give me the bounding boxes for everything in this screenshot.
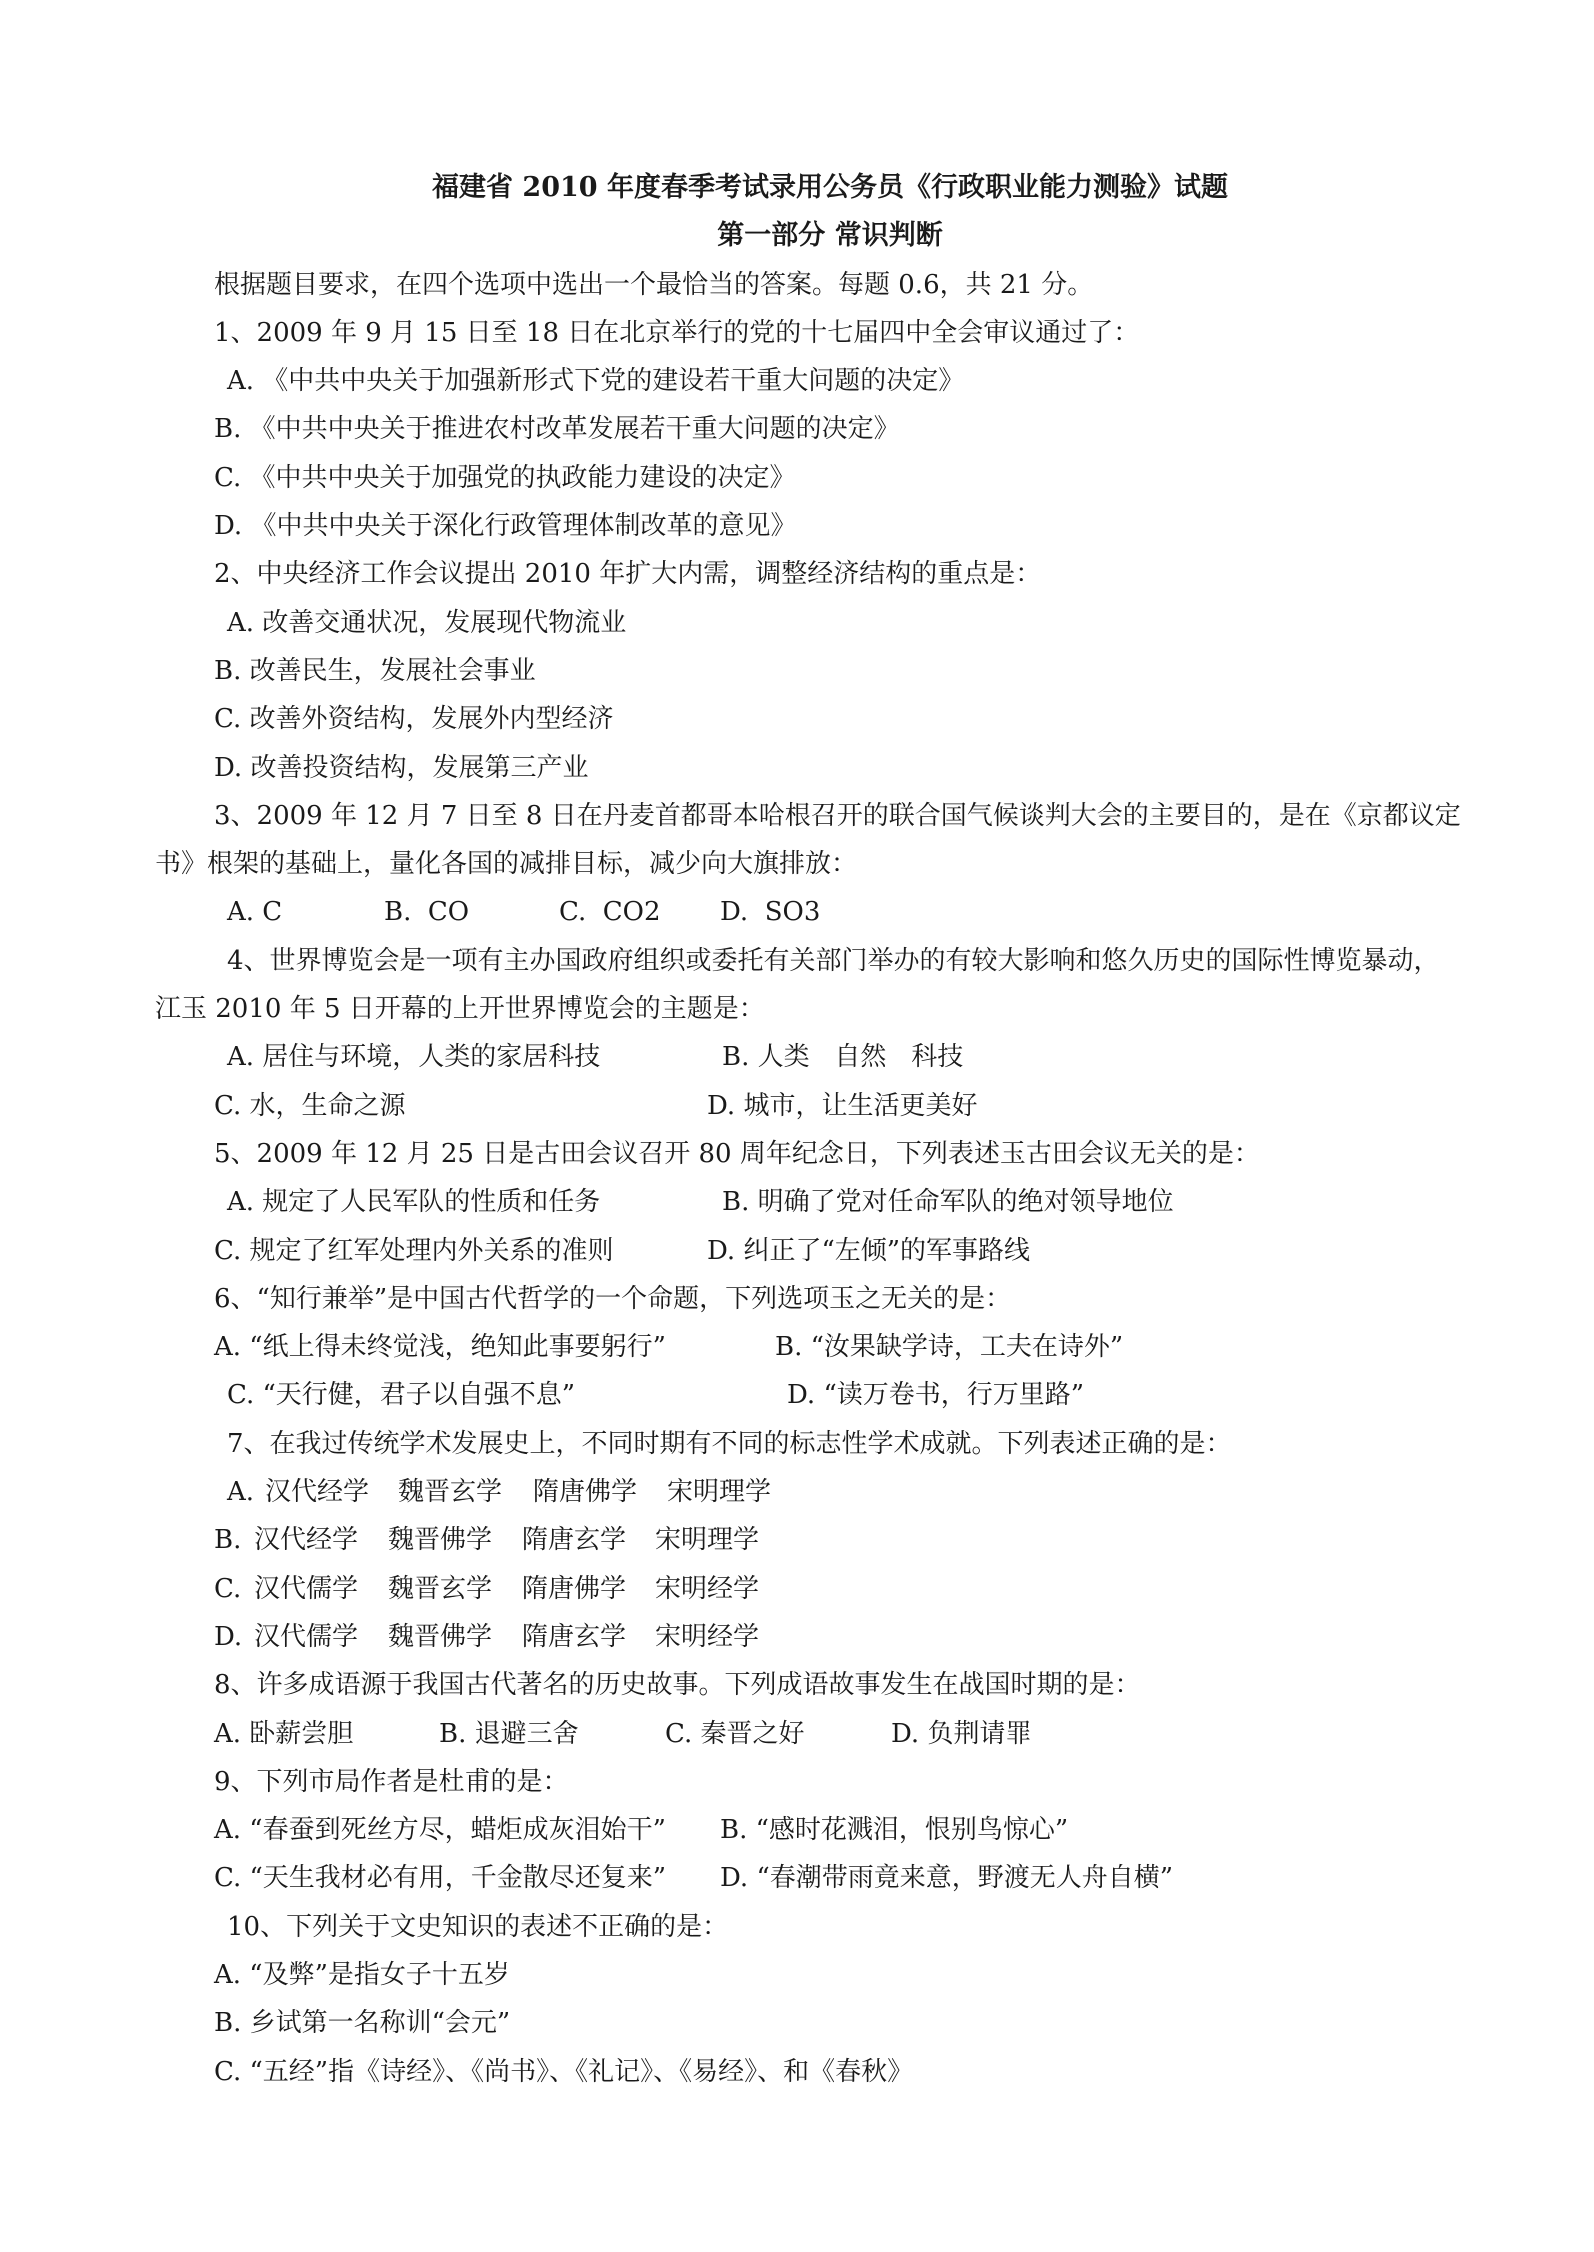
question-8-options bbox=[155, 1710, 1505, 1758]
option-item: 隋唐佛学 bbox=[533, 1477, 638, 1508]
question-8-stem: 8、许多成语源于我国古代著名的历史故事。下列成语故事发生在战国时期的是： bbox=[214, 1670, 1141, 1701]
question-6-stem: 6、“知行兼举”是中国古代哲学的一个命题，下列选项玉之无关的是： bbox=[214, 1283, 1012, 1314]
question-9-option-a: A. “春蚕到死丝方尽，蜡炬成灰泪始干” bbox=[214, 1815, 666, 1846]
option-item: 汉代经学 bbox=[265, 1477, 370, 1508]
question-1-option-a: A. 《中共中央关于加强新形式下党的建设若干重大问题的决定》 bbox=[227, 366, 965, 397]
question-6-option-d: D. “读万卷书，行万里路” bbox=[787, 1380, 1085, 1411]
question-6-option-a: A. “纸上得未终觉浅，绝知此事要躬行” bbox=[214, 1332, 666, 1363]
question-7-option-a bbox=[155, 1468, 1505, 1516]
exam-title: 福建省 2010 年度春季考试录用公务员《行政职业能力测验》试题 bbox=[432, 172, 1228, 203]
question-5-options-cd bbox=[155, 1227, 1505, 1275]
question-8-option-c: C. 秦晋之好 bbox=[665, 1718, 805, 1749]
instructions: 根据题目要求，在四个选项中选出一个最恰当的答案。每题 0.6，共 21 分。 bbox=[214, 269, 1094, 300]
question-7-option-d bbox=[155, 1613, 1505, 1661]
question-10-option-c: C. “五经”指《诗经》、《尚书》、《礼记》、《易经》、和《春秋》 bbox=[214, 2056, 914, 2087]
question-9-options-ab bbox=[155, 1806, 1505, 1854]
question-1-option-d: D. 《中共中央关于深化行政管理体制改革的意见》 bbox=[214, 511, 797, 542]
question-3-stem: 3、2009 年 12 月 7 日至 8 日在丹麦首都哥本哈根召开的联合国气候谈判大会的主要目的，是在《京都议定 bbox=[214, 800, 1461, 831]
option-item: 隋唐玄学 bbox=[522, 1621, 627, 1652]
question-4-option-c: C. 水，生命之源 bbox=[214, 1090, 406, 1121]
question-3-option-d: D. SO3 bbox=[720, 897, 821, 928]
exam-document bbox=[155, 164, 1505, 2096]
question-3-stem-continued: 书》根架的基础上，量化各国的减排目标，减少向大旗排放： bbox=[155, 849, 858, 880]
option-item: 宋明理学 bbox=[667, 1477, 772, 1508]
option-item: 汉代经学 bbox=[254, 1525, 359, 1556]
question-5-option-a: A. 规定了人民军队的性质和任务 bbox=[227, 1187, 601, 1218]
question-1-option-c: C. 《中共中央关于加强党的执政能力建设的决定》 bbox=[214, 462, 796, 493]
question-5-options-ab bbox=[155, 1178, 1505, 1226]
question-6-option-b: B. “汝果缺学诗，工夫在诗外” bbox=[775, 1332, 1124, 1363]
question-4-stem-continued: 江玉 2010 年 5 日开幕的上开世界博览会的主题是： bbox=[155, 994, 765, 1025]
question-4-stem: 4、世界博览会是一项有主办国政府组织或委托有关部门举办的有较大影响和悠久历史的国际性博览暴动， bbox=[227, 945, 1440, 976]
question-10-option-a: A. “及弊”是指女子十五岁 bbox=[214, 1959, 510, 1990]
question-2-option-a: A. 改善交通状况，发展现代物流业 bbox=[227, 607, 627, 638]
question-8-option-b: B. 退避三舍 bbox=[439, 1718, 579, 1749]
question-7-stem: 7、在我过传统学术发展史上，不同时期有不同的标志性学术成就。下列表述正确的是： bbox=[227, 1428, 1232, 1459]
question-9-stem: 9、下列市局作者是杜甫的是： bbox=[214, 1766, 569, 1797]
option-item: 汉代儒学 bbox=[254, 1573, 359, 1604]
question-9-option-d: D. “春潮带雨竟来意，野渡无人舟自横” bbox=[720, 1863, 1174, 1894]
question-3-options bbox=[155, 888, 1505, 936]
question-2-option-b: B. 改善民生，发展社会事业 bbox=[214, 655, 536, 686]
section-title: 第一部分 常识判断 bbox=[717, 220, 943, 252]
question-3-option-a: A. C bbox=[227, 897, 283, 928]
question-1-stem: 1、2009 年 9 月 15 日至 18 日在北京举行的党的十七届四中全会审议通过了： bbox=[214, 317, 1140, 348]
option-item: 隋唐玄学 bbox=[522, 1525, 627, 1556]
question-9-option-b: B. “感时花溅泪，恨别鸟惊心” bbox=[720, 1815, 1069, 1846]
question-3-option-c: C. CO2 bbox=[559, 897, 661, 928]
question-8-option-a: A. 卧薪尝胆 bbox=[214, 1718, 354, 1749]
question-7-option-b bbox=[155, 1516, 1505, 1564]
option-item: 宋明理学 bbox=[655, 1525, 760, 1556]
option-label: D. bbox=[214, 1621, 243, 1652]
question-5-stem: 5、2009 年 12 月 25 日是古田会议召开 80 周年纪念日，下列表述玉古田会议无关的是： bbox=[214, 1138, 1260, 1169]
option-item: 魏晋佛学 bbox=[388, 1525, 493, 1556]
question-2-option-d: D. 改善投资结构，发展第三产业 bbox=[214, 752, 589, 783]
option-item: 魏晋玄学 bbox=[388, 1573, 493, 1604]
option-item: 宋明经学 bbox=[655, 1621, 760, 1652]
question-6-option-c: C. “天行健，君子以自强不息” bbox=[227, 1380, 576, 1411]
question-6-options-ab bbox=[155, 1323, 1505, 1371]
question-4-option-d: D. 城市，让生活更美好 bbox=[707, 1090, 978, 1121]
question-9-option-c: C. “天生我材必有用，千金散尽还复来” bbox=[214, 1863, 667, 1894]
question-10-stem: 10、下列关于文史知识的表述不正确的是： bbox=[227, 1911, 729, 1942]
question-10-option-b: B. 乡试第一名称训“会元” bbox=[214, 2008, 511, 2039]
question-5-option-d: D. 纠正了“左倾”的军事路线 bbox=[707, 1235, 1031, 1266]
question-9-options-cd bbox=[155, 1854, 1505, 1902]
question-5-option-b: B. 明确了党对任命军队的绝对领导地位 bbox=[722, 1187, 1174, 1218]
option-item: 汉代儒学 bbox=[254, 1621, 359, 1652]
option-label: A. bbox=[227, 1477, 255, 1508]
option-item: 隋唐佛学 bbox=[522, 1573, 627, 1604]
question-4-option-a: A. 居住与环境，人类的家居科技 bbox=[227, 1042, 601, 1073]
option-label: C. bbox=[214, 1573, 242, 1604]
option-item: 魏晋玄学 bbox=[398, 1477, 503, 1508]
question-8-option-d: D. 负荆请罪 bbox=[891, 1718, 1032, 1749]
option-item: 宋明经学 bbox=[655, 1573, 760, 1604]
question-1-option-b: B. 《中共中央关于推进农村改革发展若干重大问题的决定》 bbox=[214, 414, 900, 445]
option-item: 魏晋佛学 bbox=[388, 1621, 493, 1652]
question-4-options-cd bbox=[155, 1082, 1505, 1130]
question-6-options-cd bbox=[155, 1371, 1505, 1419]
question-2-option-c: C. 改善外资结构，发展外内型经济 bbox=[214, 704, 614, 735]
question-4-options-ab bbox=[155, 1033, 1505, 1081]
option-label: B. bbox=[214, 1525, 242, 1556]
question-5-option-c: C. 规定了红军处理内外关系的准则 bbox=[214, 1235, 614, 1266]
question-2-stem: 2、中央经济工作会议提出 2010 年扩大内需，调整经济结构的重点是： bbox=[214, 559, 1042, 590]
question-7-option-c bbox=[155, 1565, 1505, 1613]
question-3-option-b: B. CO bbox=[384, 897, 470, 928]
question-4-option-b: B. 人类 自然 科技 bbox=[722, 1042, 964, 1073]
